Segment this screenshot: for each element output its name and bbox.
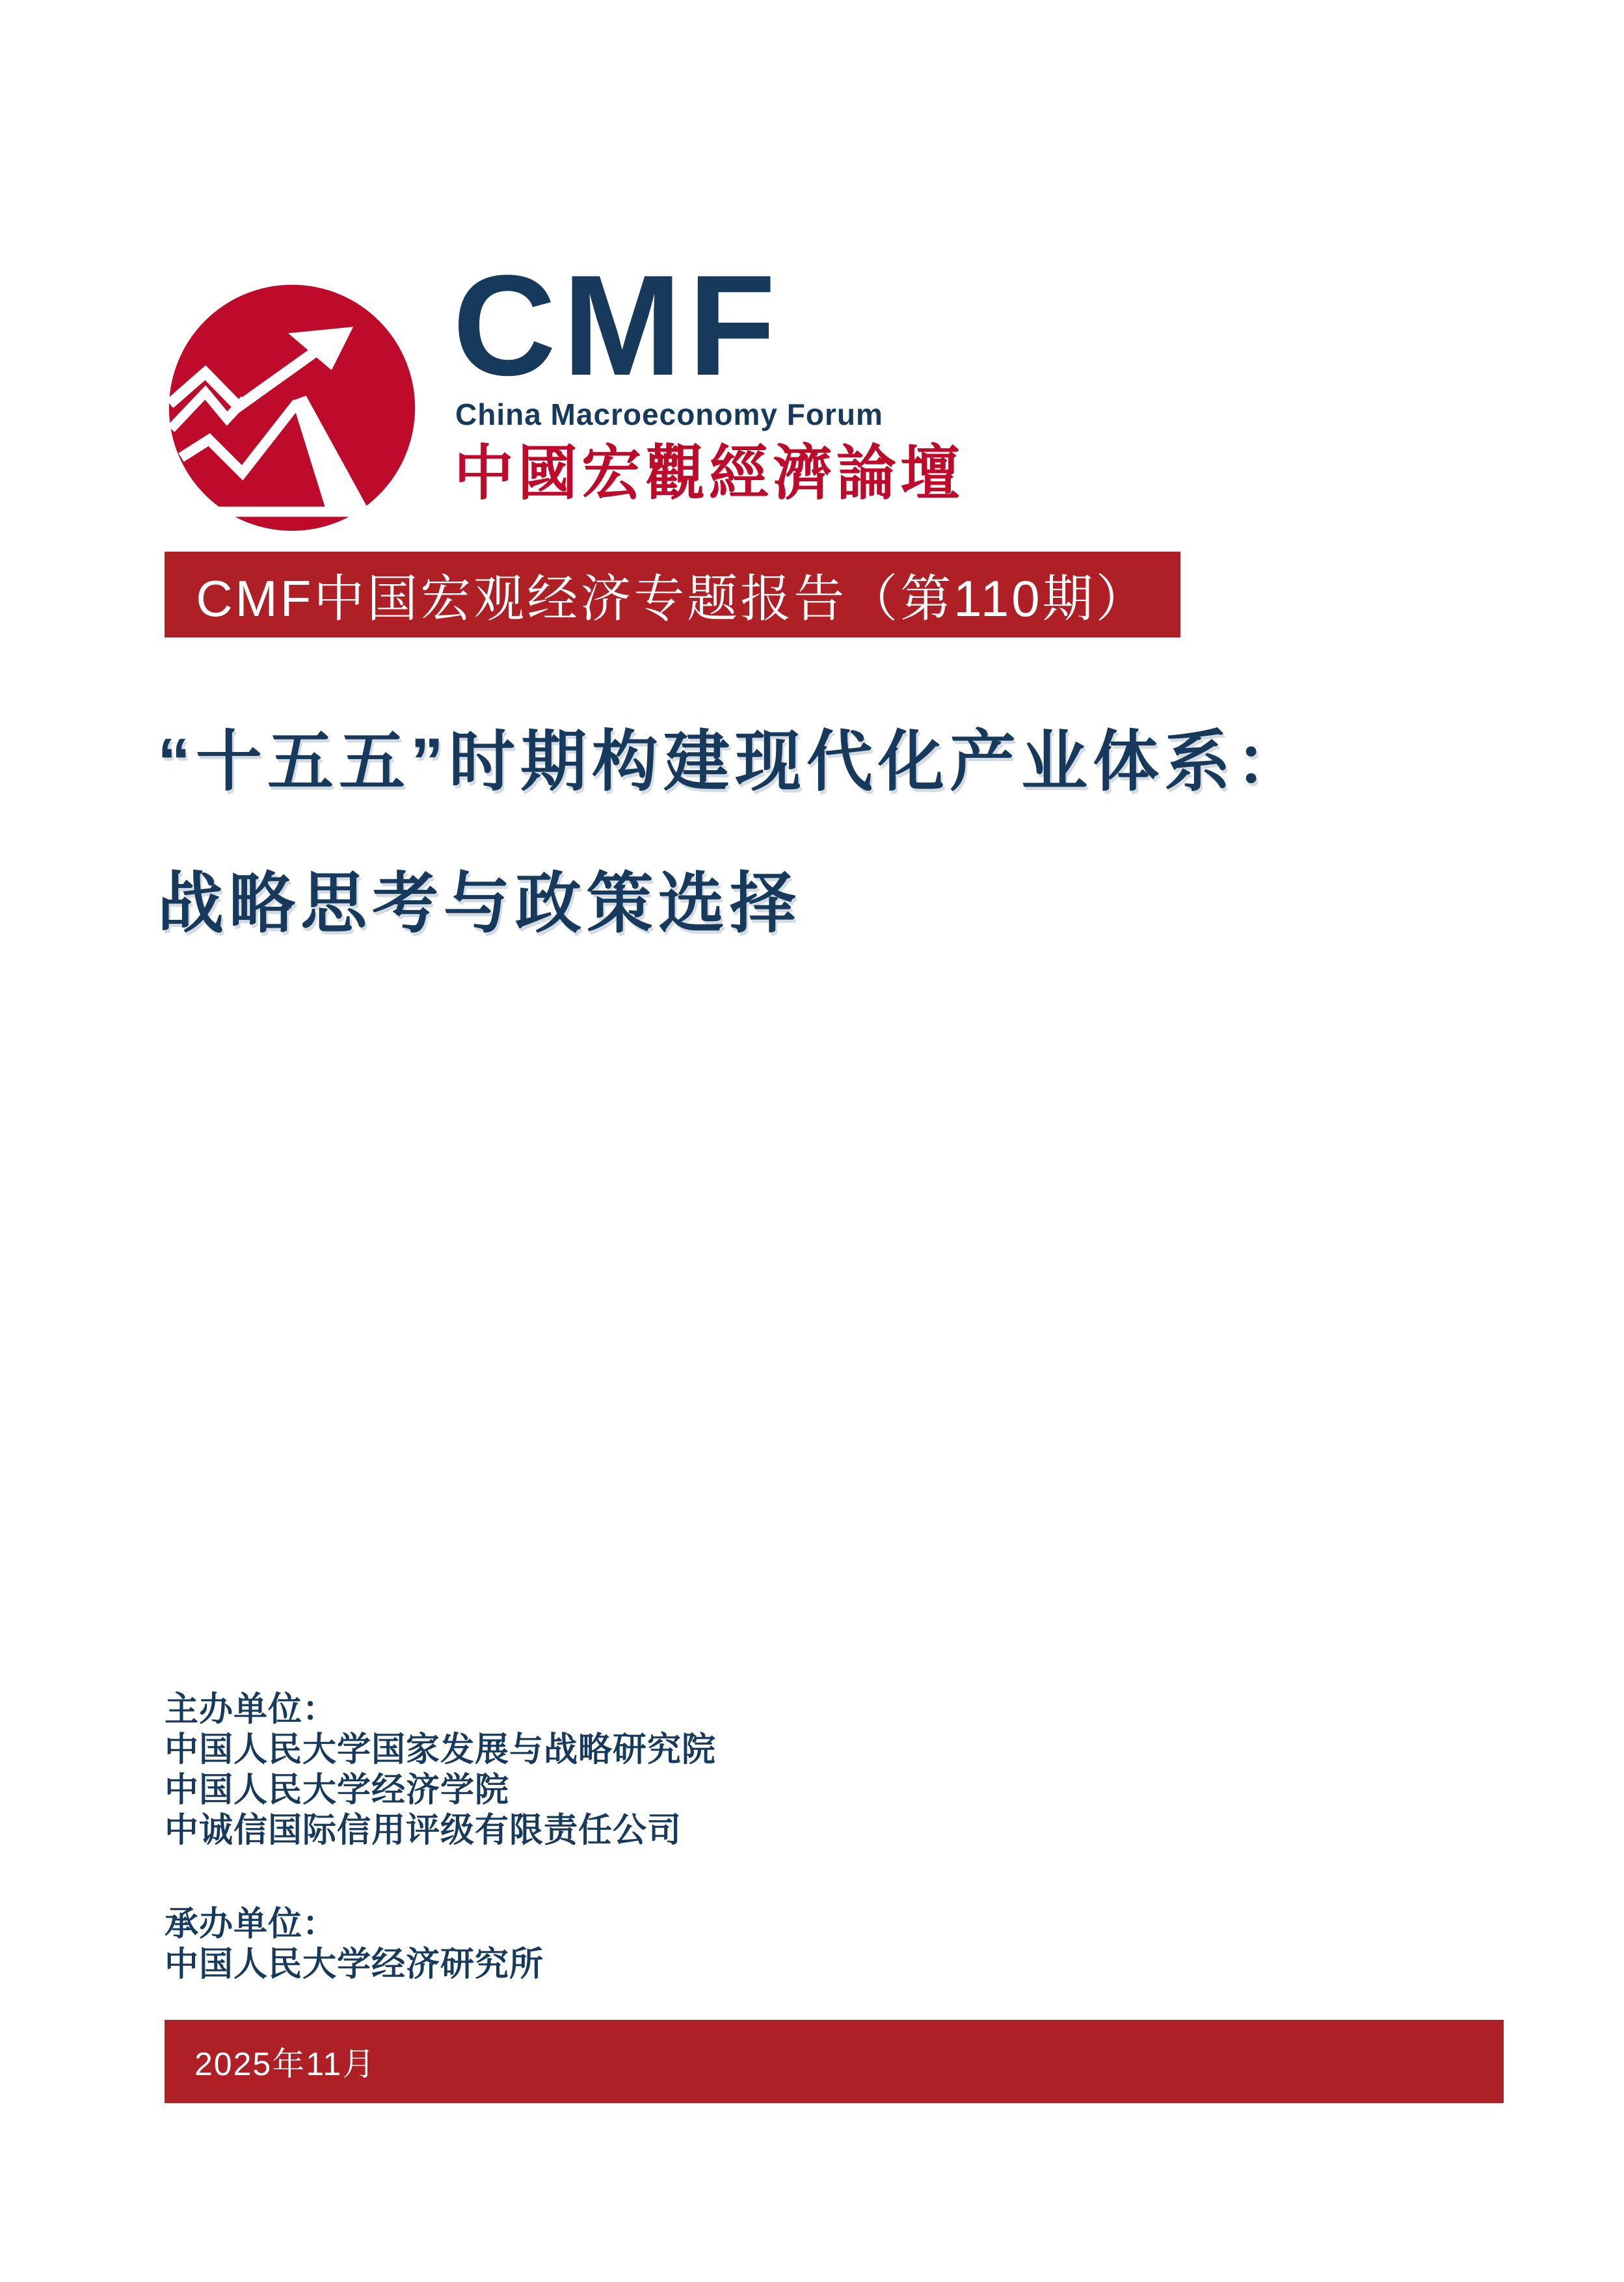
host-organization-item: 中国人民大学经济学院 [165,1771,510,1809]
report-title-line-2: 战略思考与政策选择 [157,866,801,941]
publication-date: 2025年11月 [194,2046,377,2082]
host-organization-item: 中国人民大学国家发展与战略研究院 [165,1731,717,1769]
publication-date-banner [165,2020,1504,2103]
logo-name-chinese-calligraphy: 中國宏觀經濟論壇 [454,440,965,507]
report-series-banner [165,552,1180,638]
undertaker-organization-item: 中国人民大学经济研究所 [165,1946,544,1983]
report-series-banner-label: CMF中国宏观经济专题报告（第110期） [196,570,1149,627]
host-organization-item: 中诚信国际信用评级有限责任公司 [165,1812,682,1849]
undertaker-organizations-label: 承办单位： [165,1905,338,1943]
logo-name-english: China Macroeconomy Forum [455,397,883,431]
report-title-line-1: “十五五”时期构建现代化产业体系： [157,725,1307,799]
logo-acronym: CMF [453,245,782,405]
cmf-logo-trend-arrow-icon [165,276,419,531]
host-organizations-label: 主办单位： [165,1691,338,1728]
